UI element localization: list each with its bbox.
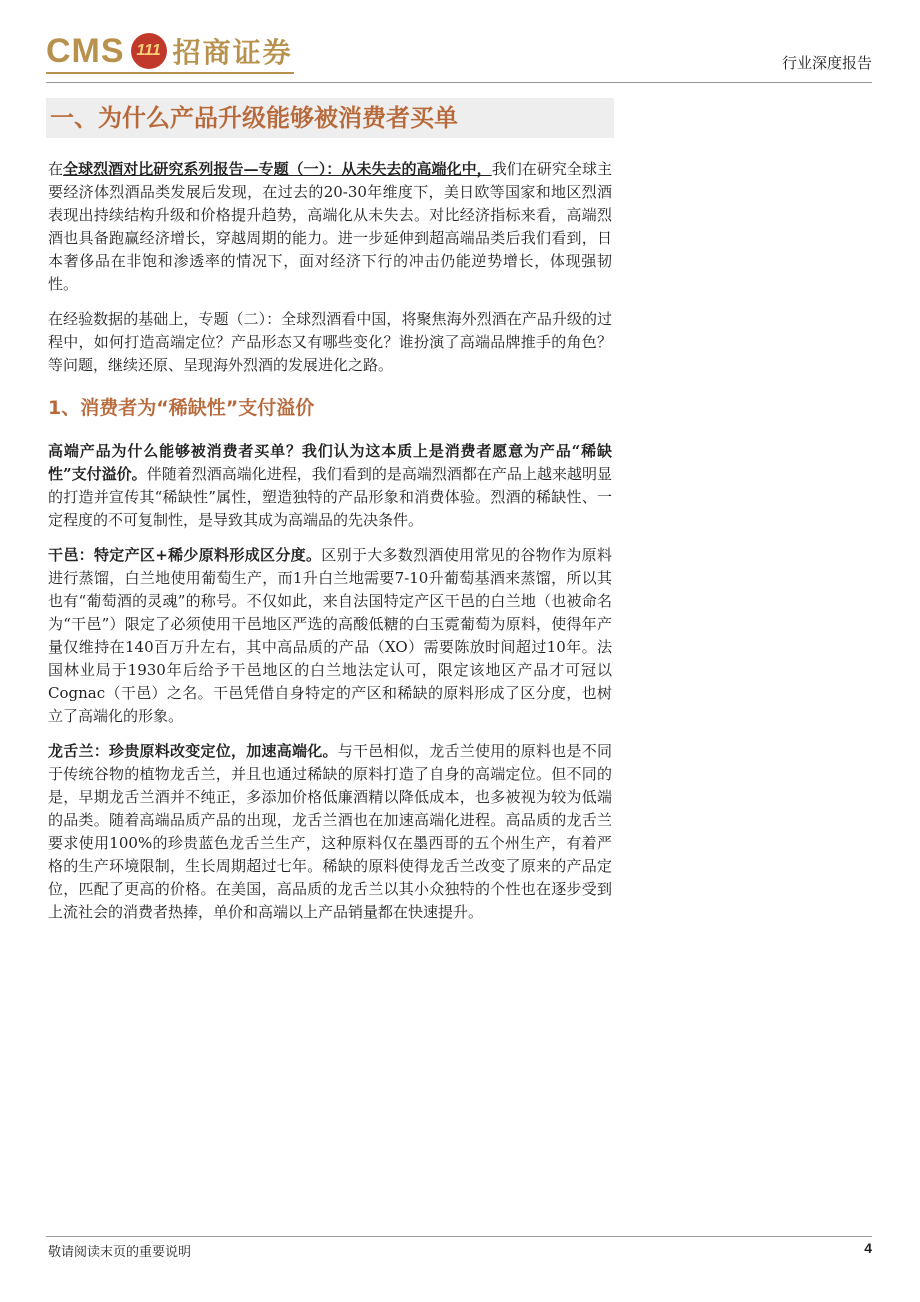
page-header (0, 0, 920, 84)
scarcity-lead: 高端产品为什么能够被消费者买单？我们认为这本质上是消费者愿意为产品“稀缺性”支付溢价。 (48, 442, 612, 483)
intro-paragraph-1 (48, 158, 612, 296)
tequila-rest: 与干邑相似，龙舌兰使用的原料也是不同于传统谷物的植物龙舌兰，并且也通过稀缺的原料打造了自身的高端定位。但不同的是，早期龙舌兰酒并不纯正，多添加价格低廉酒精以降低成本，也多被视为较为低端的品类。随着高端品质产品的出现，龙舌兰酒也在加速高端化进程。高品质的龙舌兰要求使用100%的珍贵蓝色龙舌兰生产，这种原料仅在墨西哥的五个州生产，有着严格的生产环境限制，生长周期超过七年。稀缺的原料使得龙舌兰改变了原来的产品定位，匹配了更高的价格。在美国，高品质的龙舌兰以其小众独特的个性也在逐步受到上流社会的消费者热捧，单价和高端以上产品销量都在快速提升。 (48, 742, 612, 921)
footer-divider (46, 1236, 872, 1237)
intro-rest: 我们在研究全球主要经济体烈酒品类发展后发现，在过去的20-30年维度下，美日欧等国家和地区烈酒表现出持续结构升级和价格提升趋势，高端化从未失去。对比经济指标来看，高端烈酒也具备跑赢经济增长，穿越周期的能力。进一步延伸到超高端品类后我们看到，日本奢侈品在非饱和渗透率的情况下，面对经济下行的冲击仍能逆势增长，体现强韧性。 (48, 160, 612, 293)
footer-disclaimer: 敬请阅读末页的重要说明 (48, 1245, 192, 1260)
page-number: 4 (864, 1240, 872, 1256)
logo-chinese-text: 招商证券 (172, 36, 293, 69)
report-type: 行业深度报告 (781, 54, 872, 72)
logo-underline (46, 72, 294, 74)
cognac-paragraph (48, 544, 612, 728)
tequila-lead: 龙舌兰：珍贵原料改变定位，加速高端化。 (48, 742, 338, 760)
subsection-title: 1、消费者为“稀缺性”支付溢价 (48, 397, 315, 419)
cognac-rest: 区别于大多数烈酒使用常见的谷物作为原料进行蒸馏，白兰地使用葡萄生产，而1升白兰地需要7-10升葡萄基酒来蒸馏，所以其也有“葡萄酒的灵魂”的称号。不仅如此，来自法国特定产区干邑的白兰地（也被命名为“干邑”）限定了必须使用干邑地区严选的高酸低糖的白玉霓葡萄为原料，使得年产量仅维持在140百万升左右，其中高品质的产品（XO）需要陈放时间超过10年。法国林业局于1930年后给予干邑地区的白兰地法定认可，限定该地区产品才可冠以Cognac（干邑）之名。干邑凭借自身特定的产区和稀缺的原料形成了区分度，也树立了高端化的形象。 (48, 546, 612, 725)
main-content (48, 158, 612, 936)
scarcity-rest: 伴随着烈酒高端化进程，我们看到的是高端烈酒都在产品上越来越明显的打造并宣传其“稀缺性”属性，塑造独特的产品形象和消费体验。烈酒的稀缺性、一定程度的不可复制性，是导致其成为高端品的先决条件。 (48, 465, 612, 529)
intro-lead: 在 (48, 160, 64, 178)
series-report-link[interactable]: 全球烈酒对比研究系列报告—专题（一）：从未失去的高端化中， (63, 160, 492, 178)
cms-logo (46, 30, 293, 72)
scarcity-paragraph (48, 440, 612, 532)
intro-paragraph-2: 在经验数据的基础上，专题（二）：全球烈酒看中国，将聚焦海外烈酒在产品升级的过程中，如何打造高端定位？产品形态又有哪些变化？谁扮演了高端品牌推手的角色？等问题，继续还原、呈现海外烈酒的发展进化之路。 (48, 310, 612, 374)
logo-badge-icon: 111 (131, 33, 167, 69)
cognac-lead: 干邑：特定产区+稀少原料形成区分度。 (48, 546, 322, 564)
logo-cms-text: CMS (46, 31, 125, 70)
header-divider (46, 82, 872, 83)
section-title: 一、为什么产品升级能够被消费者买单 (46, 98, 614, 138)
tequila-paragraph (48, 740, 612, 924)
